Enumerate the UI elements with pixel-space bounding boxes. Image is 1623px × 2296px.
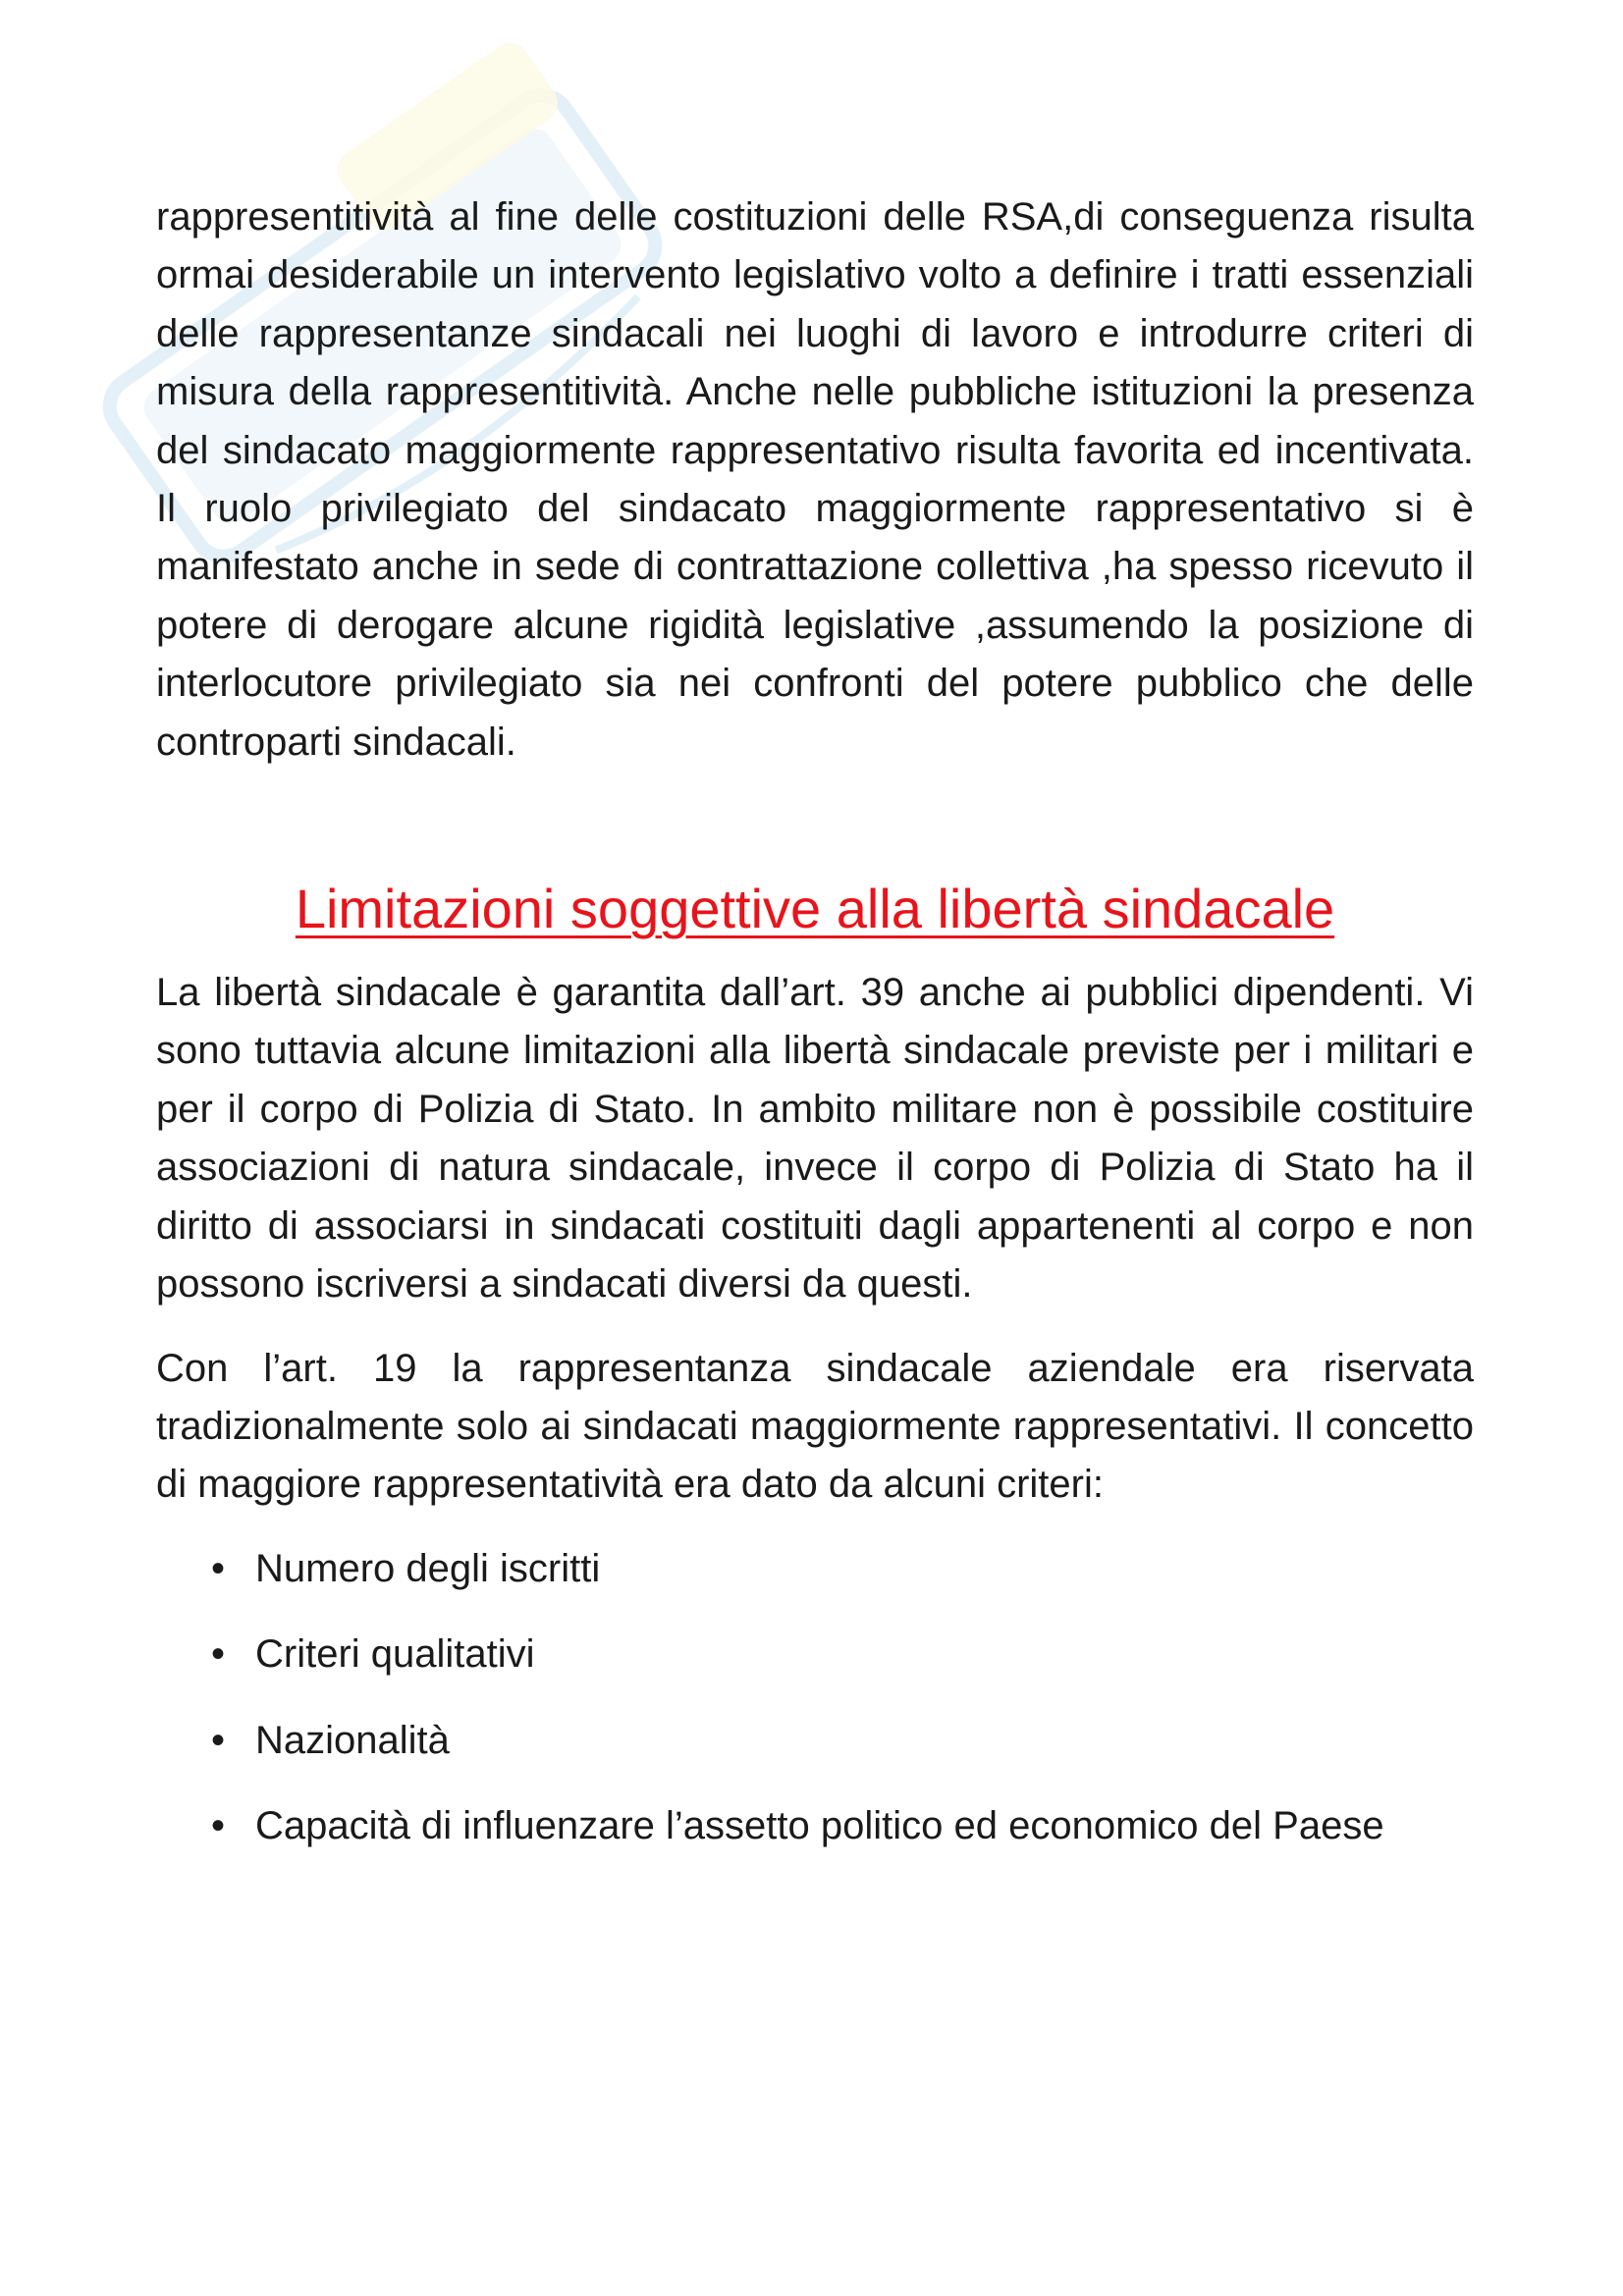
list-item xyxy=(156,1626,1474,1683)
section-paragraph-1: La libertà sindacale è garantita dall’art. 39 anche ai pubblici dipendenti. Vi sono tuttavia alcune limitazioni alla libertà sindacale previste per i militari e per il corpo di Polizia di Stato. In ambito militare non è possibile costituire associazioni di natura sindacale, invece il corpo di Polizia di Stato ha il diritto di associarsi in sindacati costituiti dagli appartenenti al corpo e non possono iscriversi a sindacati diversi da questi. xyxy=(156,971,1474,1307)
list-item xyxy=(156,1797,1474,1855)
list-item-text: Criteri qualitativi xyxy=(255,1632,535,1677)
list-item-text: Capacità di influenzare l’assetto politico ed economico del Paese xyxy=(255,1803,1384,1847)
bullet-icon: • xyxy=(211,1632,226,1677)
list-item xyxy=(156,1540,1474,1598)
criteria-list xyxy=(156,1540,1474,1856)
intro-paragraph: rappresentitività al fine delle costituzioni delle RSA,di conseguenza risulta ormai desiderabile un intervento legislativo volto a definire i tratti essenziali delle rappresentanze sindacali nei luoghi di lavoro e introdurre criteri di misura della rappresentitività. Anche nelle pubbliche istituzioni la presenza del sindacato maggiormente rappresentativo risulta favorita ed incentivata. Il ruolo privilegiato del sindacato maggiormente rappresentativo si è manifestato anche in sede di contrattazione collettiva ,ha spesso ricevuto il potere di derogare alcune rigidità legislative ,assumendo la posizione di interlocutore privilegiato sia nei confronti del potere pubblico che delle controparti sindacali. xyxy=(156,195,1474,764)
list-item xyxy=(156,1712,1474,1770)
bullet-icon: • xyxy=(211,1546,226,1590)
document-page xyxy=(156,188,1474,1883)
list-item-text: Nazionalità xyxy=(255,1718,450,1762)
bullet-icon: • xyxy=(211,1718,226,1762)
list-item-text: Numero degli iscritti xyxy=(255,1546,601,1590)
section-paragraph-2: Con l’art. 19 la rappresentanza sindacale aziendale era riservata tradizionalmente solo ai sindacati maggiormente rappresentativi. Il concetto di maggiore rappresentatività era dato da alcuni criteri: xyxy=(156,1346,1474,1507)
bullet-icon: • xyxy=(211,1803,226,1847)
section-heading: Limitazioni soggettive alla libertà sindacale xyxy=(295,878,1335,940)
